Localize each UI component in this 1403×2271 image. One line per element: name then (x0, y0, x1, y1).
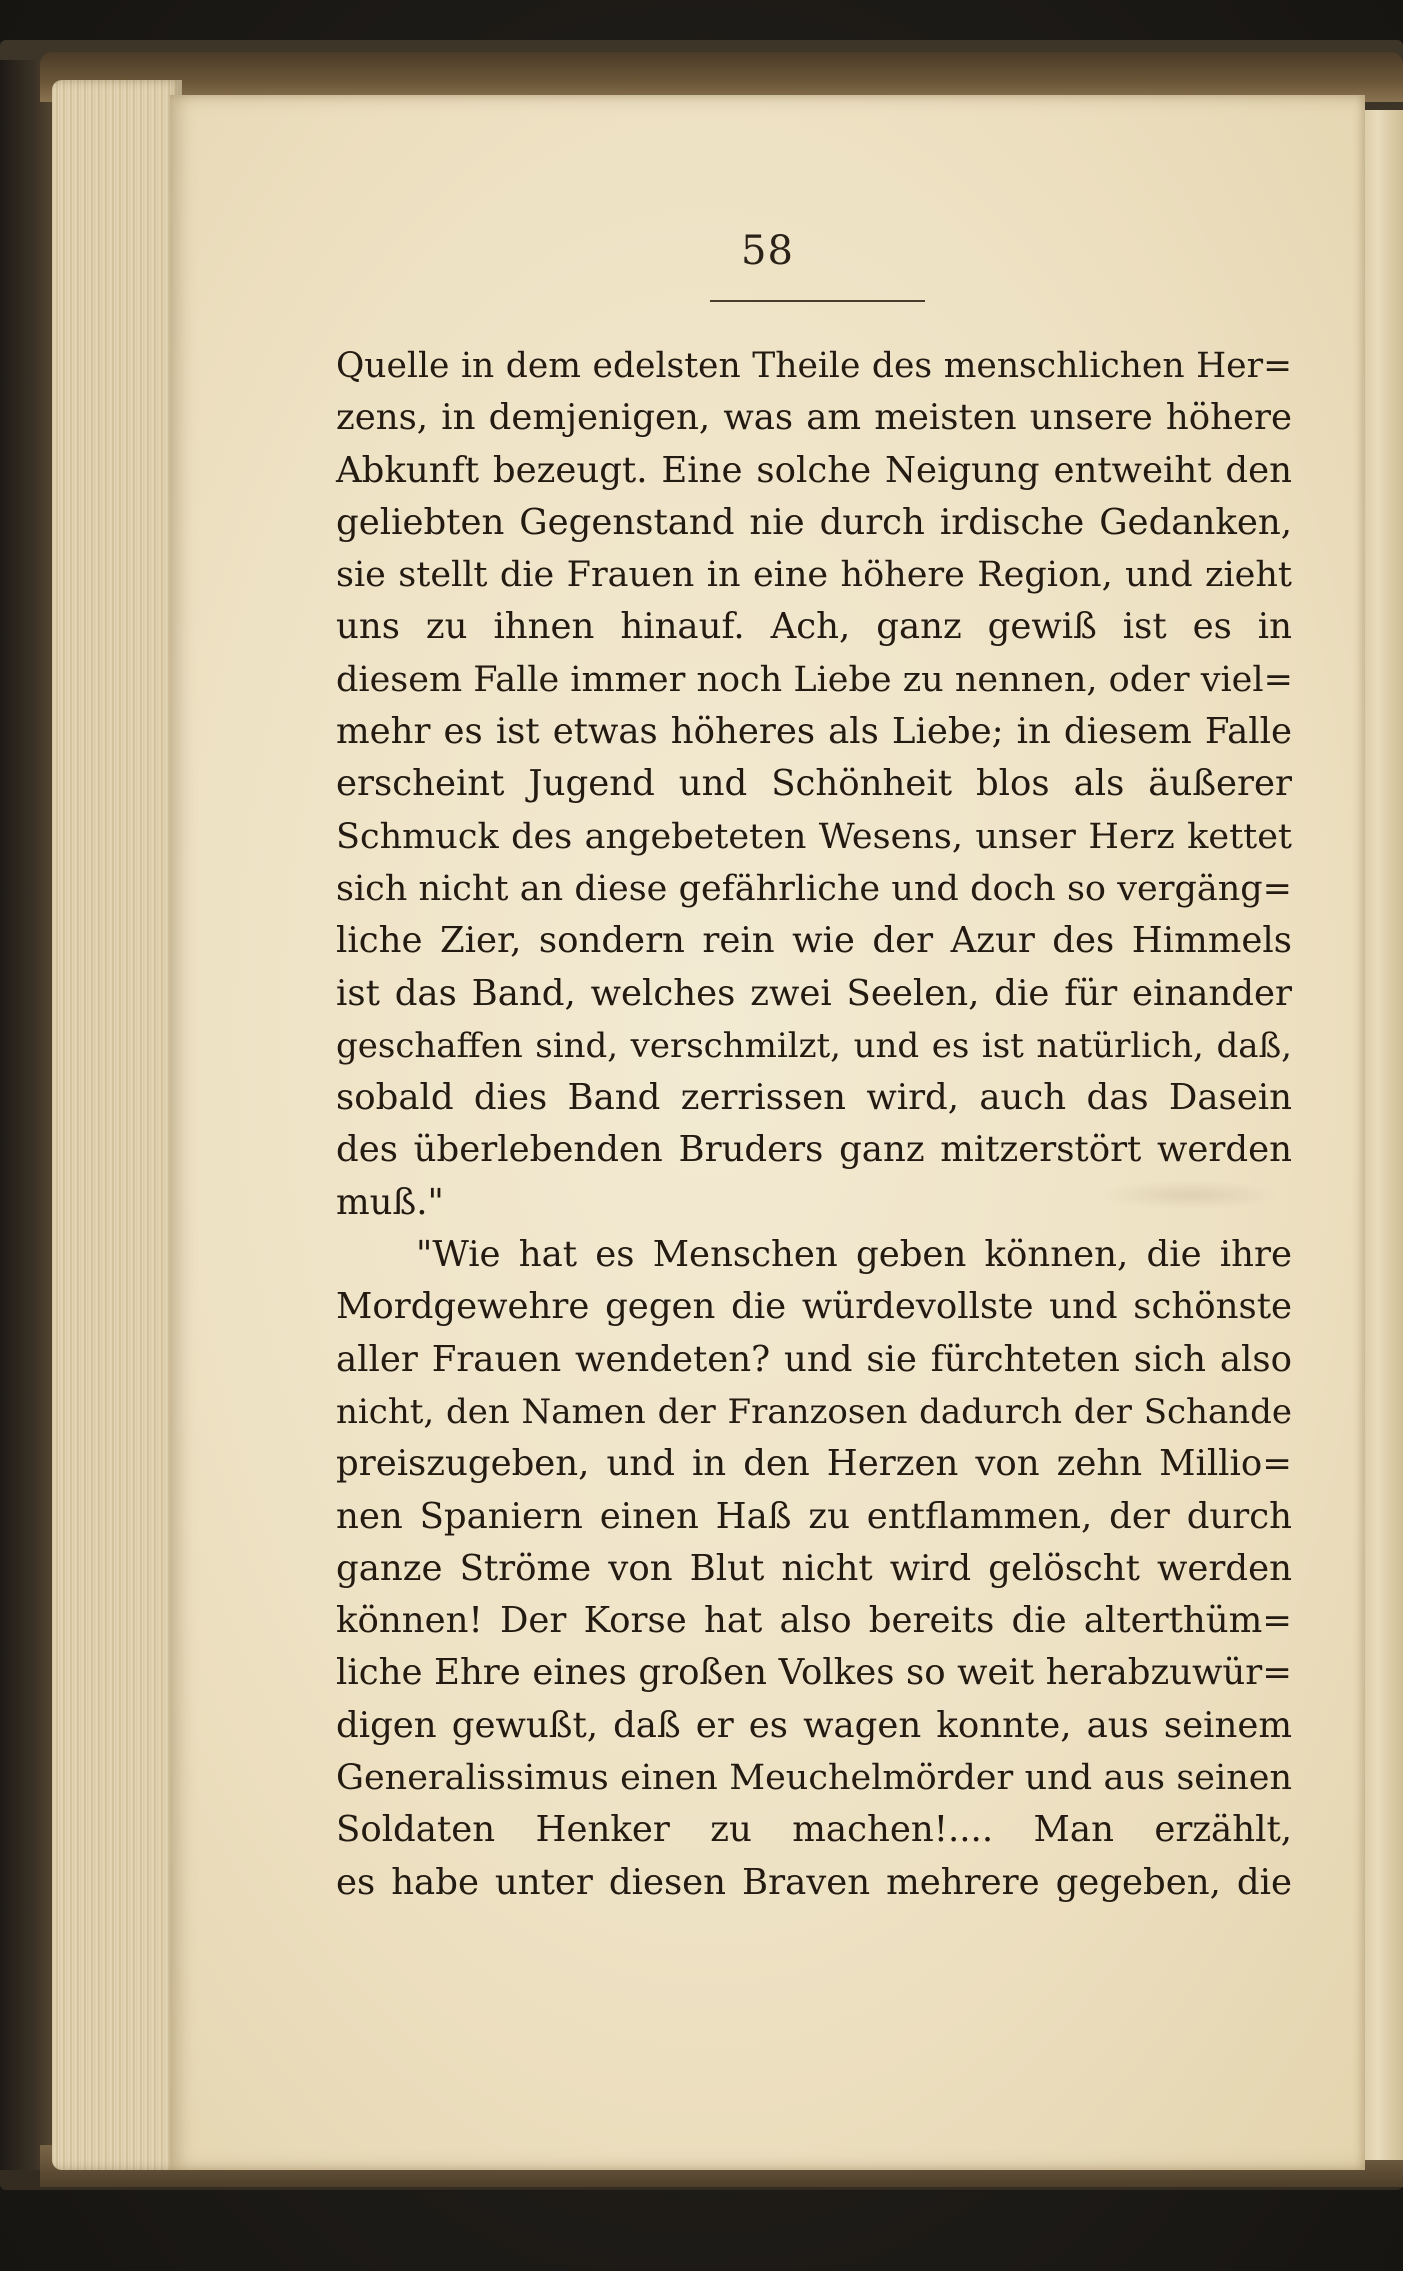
page-right-edge (1360, 110, 1403, 2160)
text-line: Quelle in dem edelsten Theile des menschlichen Her= (336, 346, 1292, 386)
text-line: "Wie hat es Menschen geben können, die ihre (416, 1234, 1292, 1276)
text-line: liche Zier, sondern rein wie der Azur des Himmels (336, 920, 1292, 962)
text-line: aller Frauen wendeten? und sie fürchteten sich also (336, 1338, 1292, 1380)
page-stack-edge (52, 80, 182, 2170)
text-line: es habe unter diesen Braven mehrere gegeben, die (336, 1861, 1292, 1903)
text-line: Abkunft bezeugt. Eine solche Neigung entweiht den (336, 449, 1292, 491)
text-line: Generalissimus einen Meuchelmörder und aus seinen (336, 1758, 1292, 1799)
page-number: 58 (741, 228, 794, 274)
text-line: Schmuck des angebeteten Wesens, unser Herz kettet (336, 816, 1292, 857)
text-line: nicht, den Namen der Franzosen dadurch der Schande (336, 1391, 1292, 1432)
book-spine-edge (0, 60, 58, 2170)
header-rule (710, 300, 925, 302)
text-line: ganze Ströme von Blut nicht wird gelöscht werden (336, 1547, 1292, 1589)
text-line: preiszugeben, und in den Herzen von zehn Millio= (336, 1443, 1292, 1485)
text-line: digen gewußt, daß er es wagen konnte, aus seinem (336, 1704, 1292, 1746)
text-line: muß." (336, 1181, 444, 1223)
text-line: Mordgewehre gegen die würdevollste und schönste (336, 1286, 1292, 1328)
text-line: zens, in demjenigen, was am meisten unsere höhere (336, 397, 1292, 439)
text-line: geliebten Gegenstand nie durch irdische Gedanken, (336, 501, 1292, 543)
text-line: liche Ehre eines großen Volkes so weit herabzuwür= (336, 1652, 1292, 1694)
text-line: ist das Band, welches zwei Seelen, die für einander (336, 972, 1292, 1014)
text-line: mehr es ist etwas höheres als Liebe; in diesem Falle (336, 711, 1292, 753)
text-line: des überlebenden Bruders ganz mitzerstört werden (336, 1129, 1292, 1171)
text-line: diesem Falle immer noch Liebe zu nennen, oder viel= (336, 659, 1293, 700)
text-line: erscheint Jugend und Schönheit blos als äußerer (336, 763, 1292, 805)
text-line: uns zu ihnen hinauf. Ach, ganz gewiß ist es in (336, 606, 1292, 648)
text-line: sich nicht an diese gefährliche und doch so vergäng= (336, 868, 1292, 909)
text-line: Soldaten Henker zu machen!.... Man erzählt, (336, 1809, 1292, 1851)
text-line: geschaffen sind, verschmilzt, und es ist natürlich, daß, (336, 1025, 1292, 1066)
text-line: sobald dies Band zerrissen wird, auch das Dasein (336, 1077, 1292, 1119)
text-line: sie stellt die Frauen in eine höhere Region, und zieht (336, 555, 1292, 596)
body-text (336, 340, 1292, 1909)
text-line: nen Spaniern einen Haß zu entflammen, der durch (336, 1495, 1292, 1537)
text-line: können! Der Korse hat also bereits die alterthüm= (336, 1600, 1292, 1642)
